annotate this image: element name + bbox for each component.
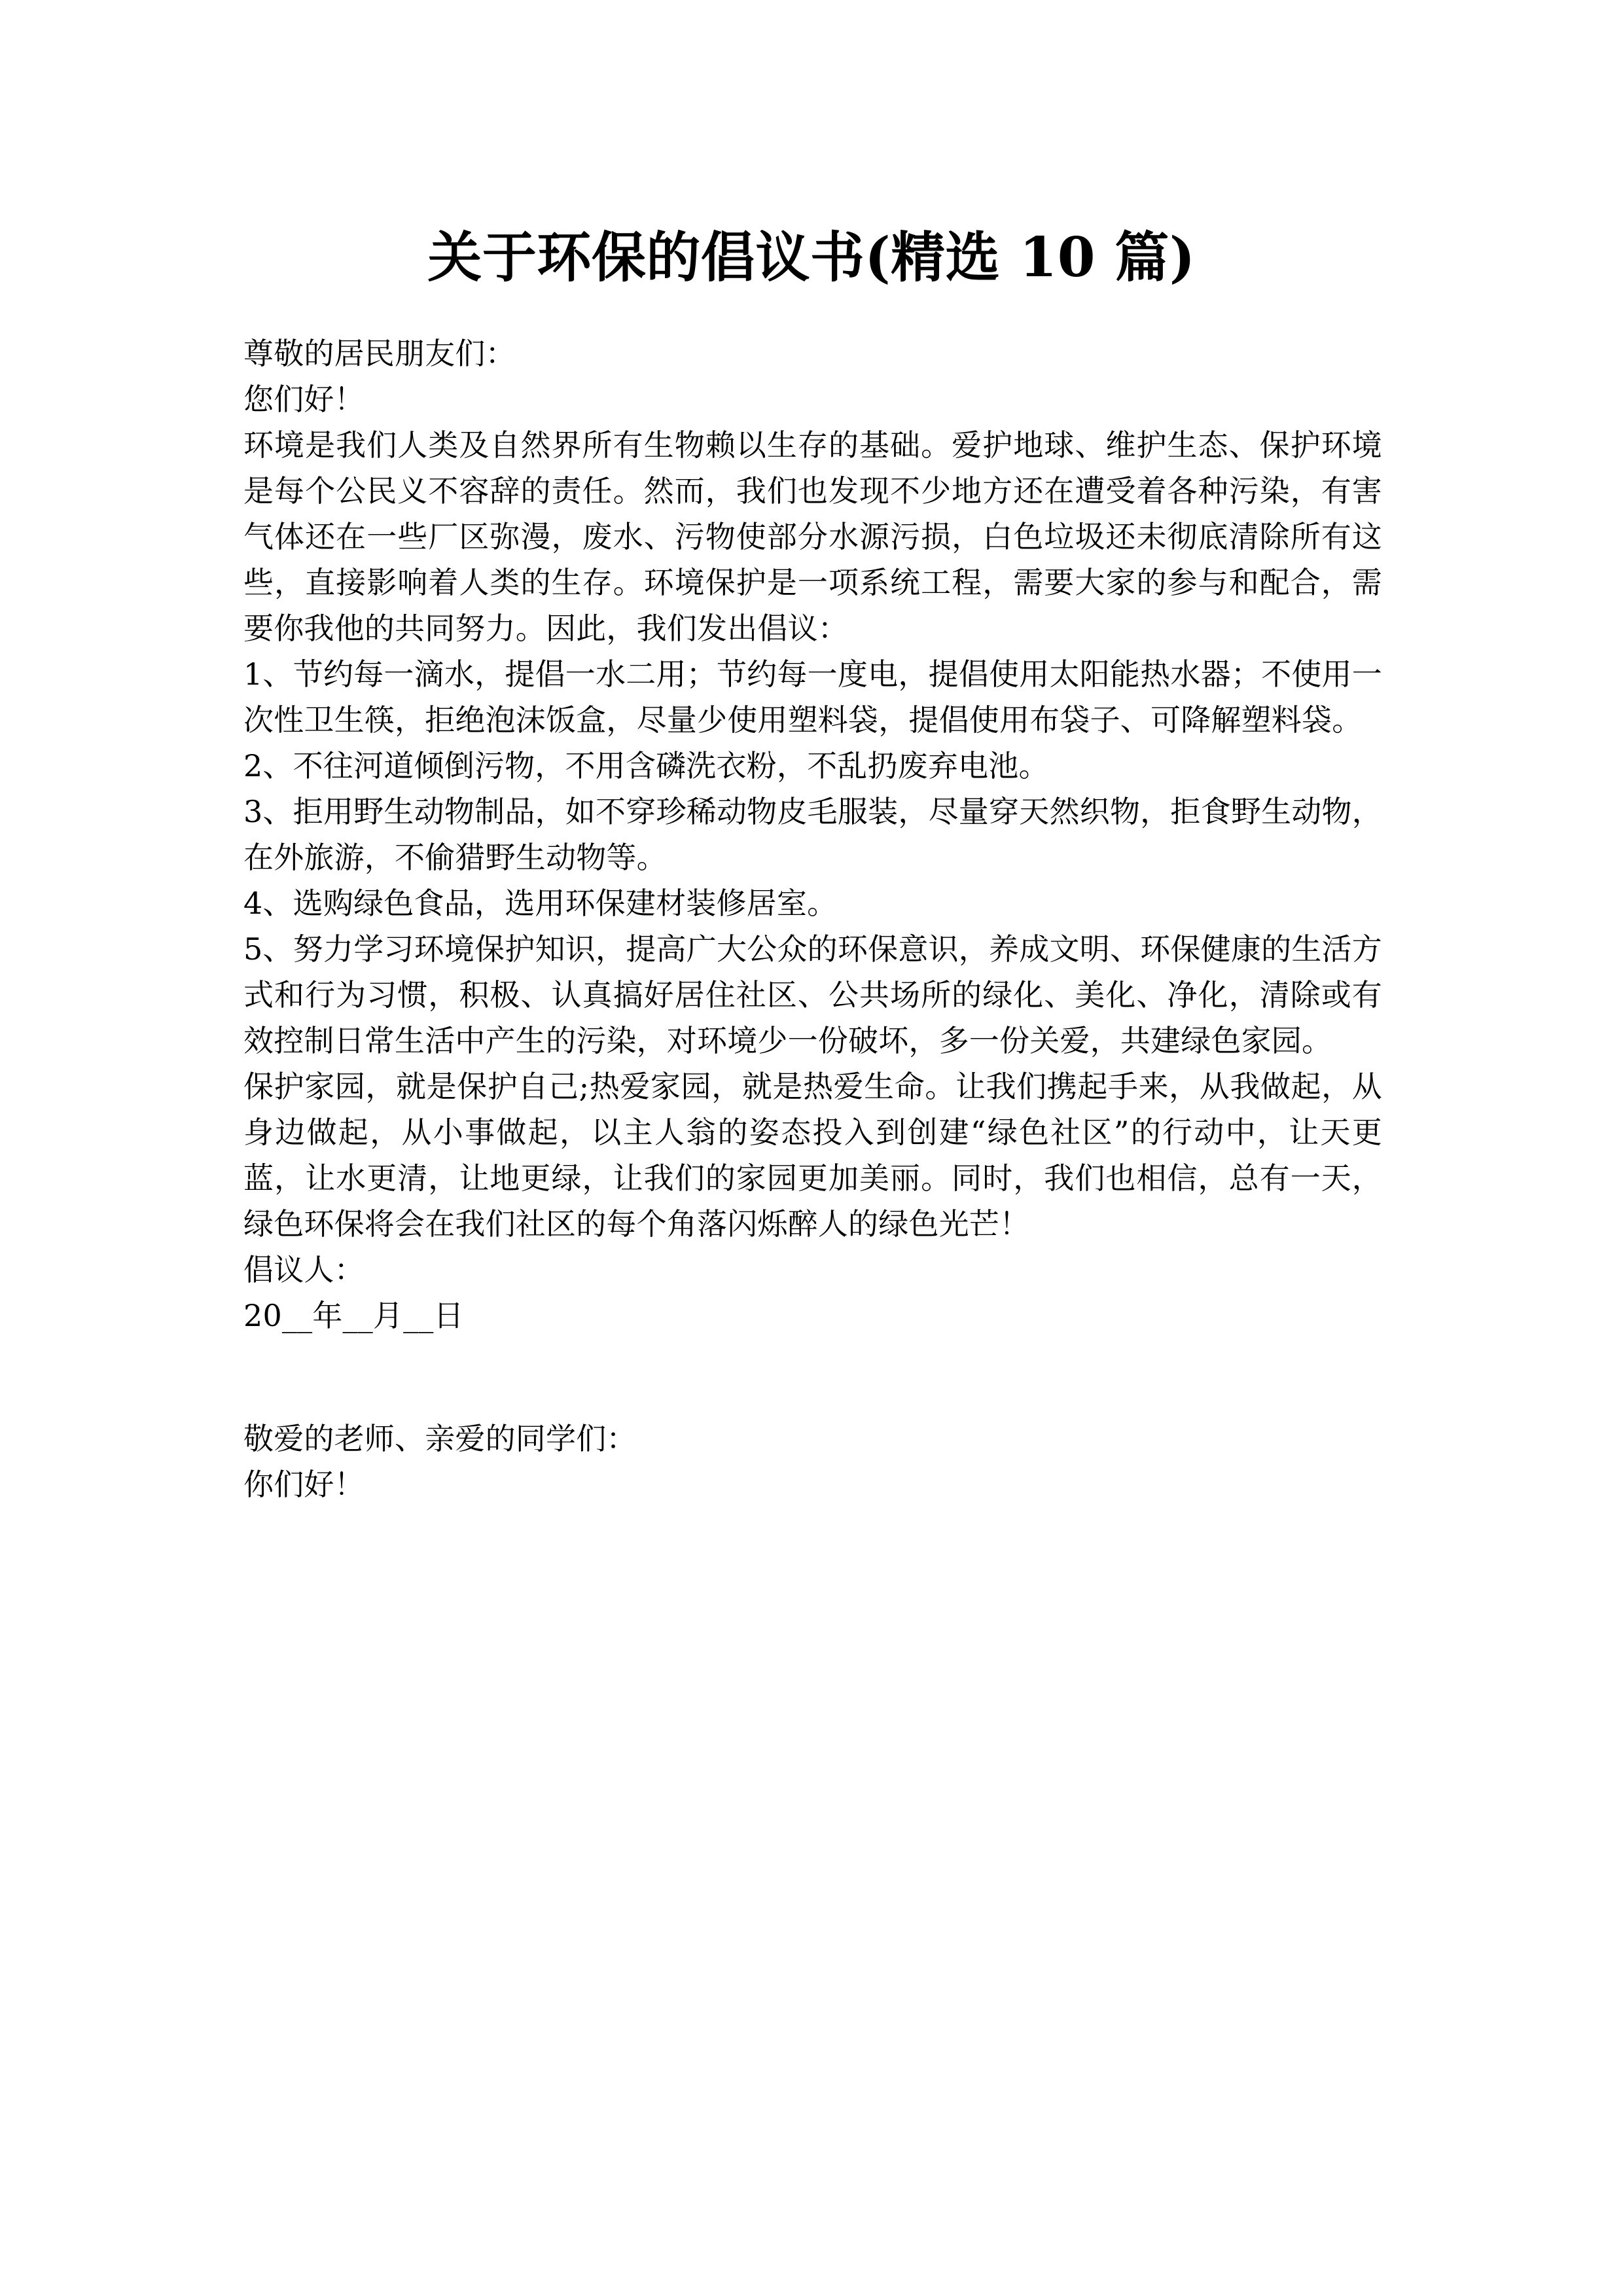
letter-two-salutation: 敬爱的老师、亲爱的同学们： [243,1421,637,1456]
proposal-item-2: 2、不往河道倾倒污物，不用含磷洗衣粉，不乱扔废弃电池。 [243,748,1049,783]
page-title: 关于环保的倡议书(精选 10 篇) [427,224,1196,289]
letter-one-salutation: 尊敬的居民朋友们： [243,336,516,371]
proposal-item-1: 1、节约每一滴水，提倡一水二用；节约每一度电，提倡使用太阳能热水器；不使用一次性卫生筷，拒绝泡沫饭盒，尽量少使用塑料袋，提倡使用布袋子、可降解塑料袋。 [243,656,1382,738]
letter-two-greeting: 你们好！ [243,1467,365,1502]
date-line: 20__年__月__日 [243,1298,464,1333]
proposal-item-5: 5、努力学习环境保护知识，提高广大公众的环保意识，养成文明、环保健康的生活方式和行为习惯，积极、认真搞好居住社区、公共场所的绿化、美化、净化，清除或有效控制日常生活中产生的污染，对环境少一份破坏，多一份关爱，共建绿色家园。 [243,931,1382,1058]
letter-one-intro-paragraph: 环境是我们人类及自然界所有生物赖以生存的基础。爱护地球、维护生态、保护环境是每个公民义不容辞的责任。然而，我们也发现不少地方还在遭受着各种污染，有害气体还在一些厂区弥漫，废水、污物使部分水源污损，白色垃圾还未彻底清除所有这些，直接影响着人类的生存。环境保护是一项系统工程，需要大家的参与和配合，需要你我他的共同努力。因此，我们发出倡议： [243,427,1382,646]
section-spacer [243,1338,1382,1416]
signature-label: 倡议人： [243,1252,365,1287]
proposal-item-3: 3、拒用野生动物制品，如不穿珍稀动物皮毛服装，尽量穿天然织物，拒食野生动物，在外旅游，不偷猎野生动物等。 [243,794,1382,875]
proposal-item-4: 4、选购绿色食品，选用环保建材装修居室。 [243,886,838,921]
document-body [243,331,1382,1507]
letter-one-closing-paragraph: 保护家园，就是保护自己;热爱家园，就是热爱生命。让我们携起手来，从我做起，从身边做起，从小事做起，以主人翁的姿态投入到创建“绿色社区”的行动中，让天更蓝，让水更清，让地更绿，让我们的家园更加美丽。同时，我们也相信，总有一天，绿色环保将会在我们社区的每个角落闪烁醉人的绿色光芒！ [243,1069,1382,1242]
letter-one-greeting: 您们好！ [243,382,365,417]
